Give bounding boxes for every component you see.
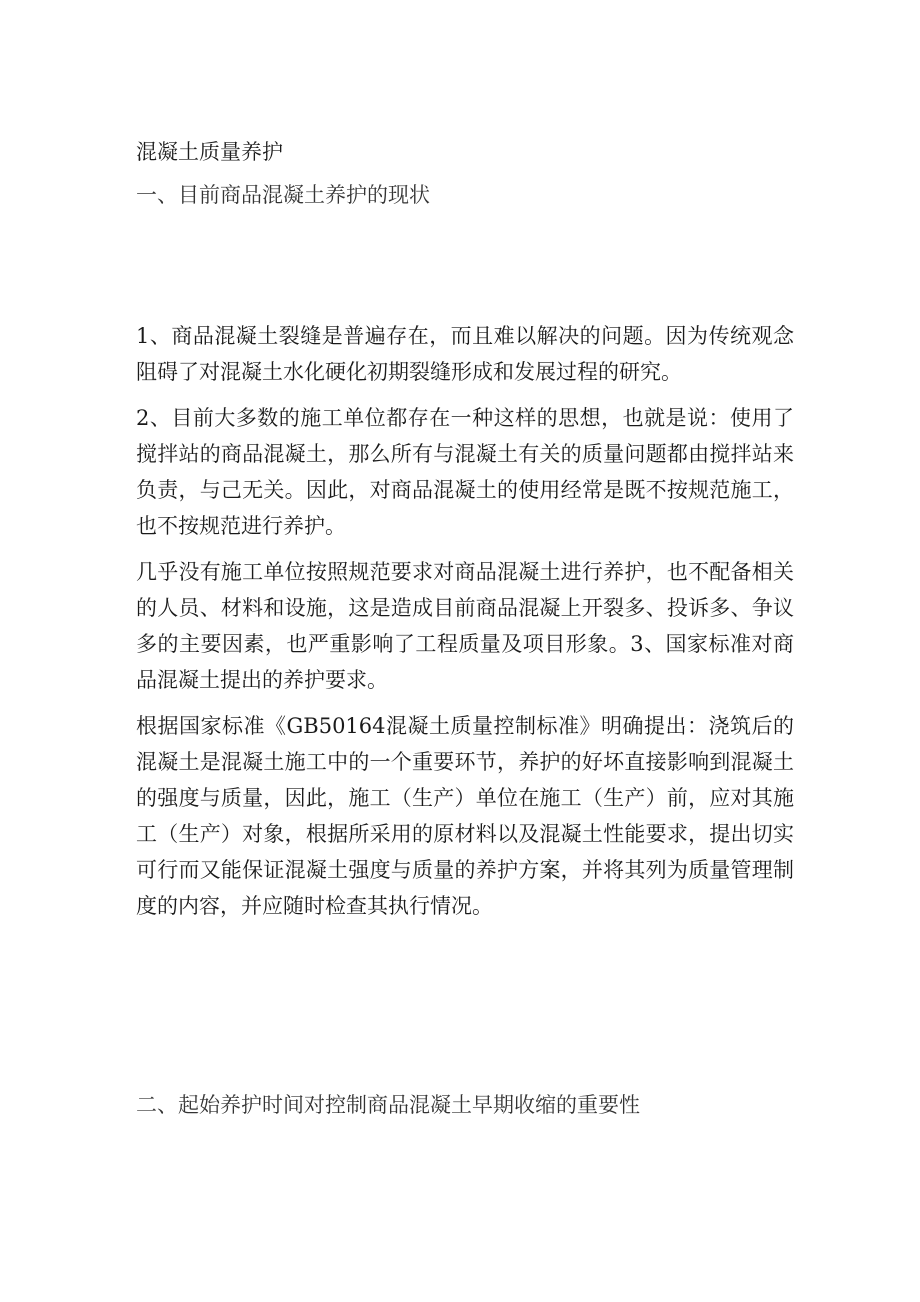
paragraph-3: 几乎没有施工单位按照规范要求对商品混凝土进行养护，也不配备相关的人员、材料和设施，这是造成目前商品混凝上开裂多、投诉多、争议多的主要因素，也严重影响了工程质量及项目形象。3、国家标准对商品混凝土提出的养护要求。 [136,560,794,692]
paragraph-2: 2、目前大多数的施工单位都存在一种这样的思想，也就是说：使用了搅拌站的商品混凝土，那么所有与混凝土有关的质量问题都由搅拌站来负责，与己无关。因此，对商品混凝土的使用经常是既不按规范施工，也不按规范进行养护。 [136,406,794,538]
section-heading-1: 一、目前商品混凝土养护的现状 [136,183,430,207]
paragraph-1: 1、商品混凝土裂缝是普遍存在，而且难以解决的问题。因为传统观念阻碍了对混凝土水化硬化初期裂缝形成和发展过程的研究。 [136,324,794,384]
section-heading-2: 二、起始养护时间对控制商品混凝土早期收缩的重要性 [136,1093,640,1117]
document-title: 混凝土质量养护 [136,140,283,164]
paragraph-4: 根据国家标准《GB50164混凝土质量控制标准》明确提出：浇筑后的混凝土是混凝土施工中的一个重要环节，养护的好坏直接影响到混凝土的强度与质量，因此，施工（生产）单位在施工（生产）前，应对其施工（生产）对象，根据所采用的原材料以及混凝土性能要求，提出切实可行而又能保证混凝土强度与质量的养护方案，并将其列为质量管理制度的内容，并应随时检查其执行情况。 [136,714,794,918]
document-body [136,318,794,934]
